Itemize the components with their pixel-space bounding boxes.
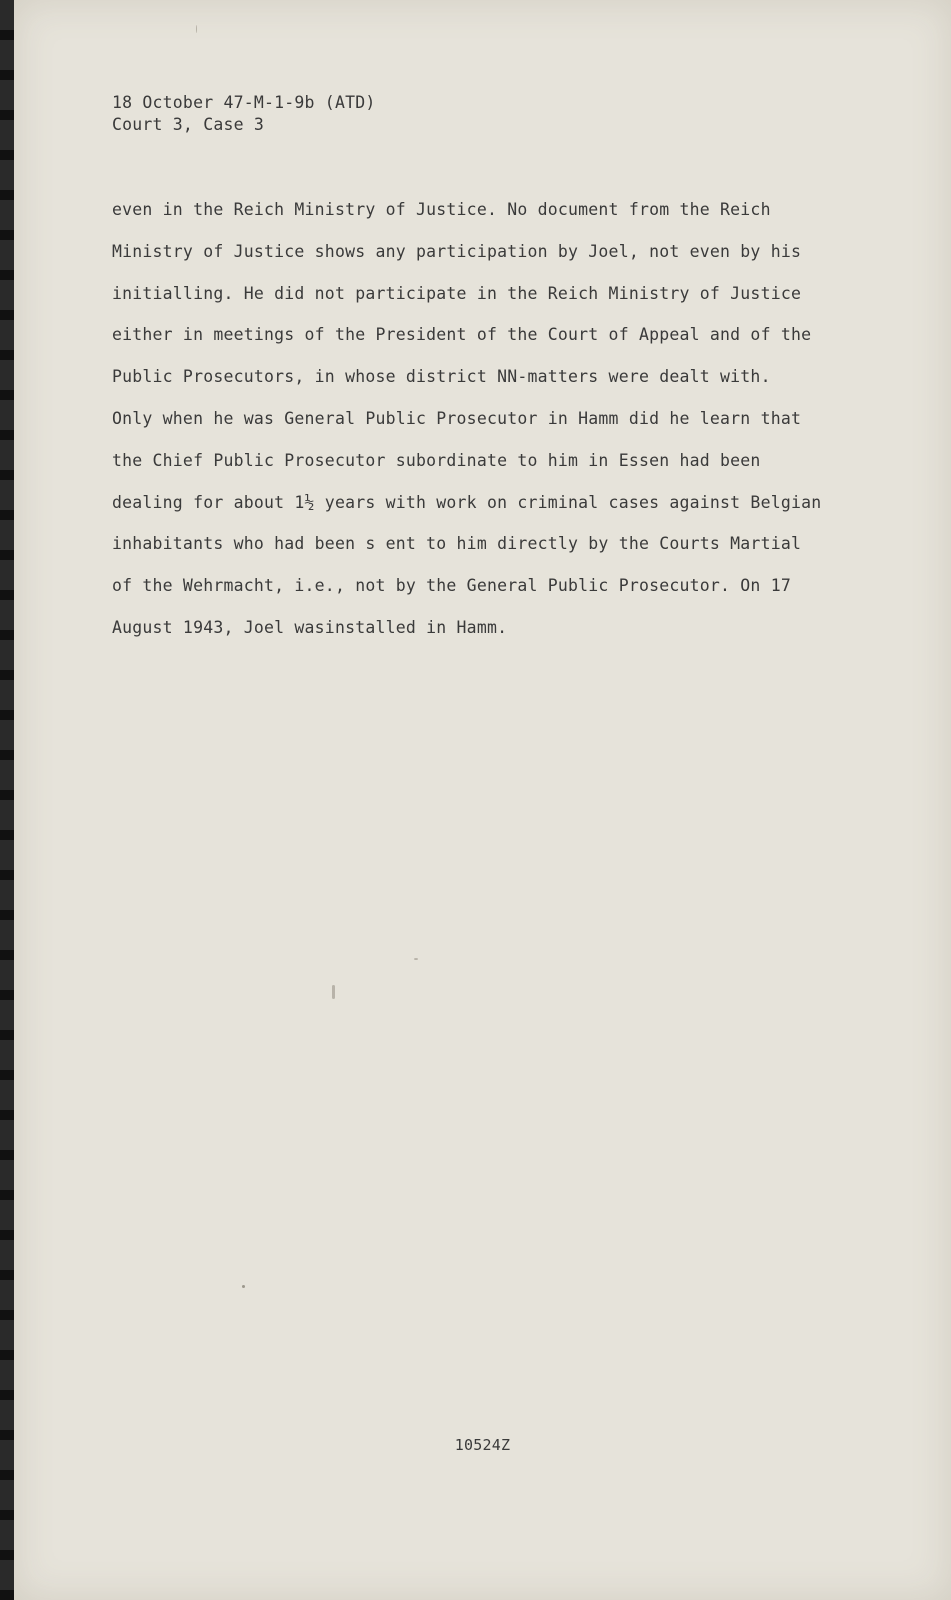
document-body	[112, 198, 872, 658]
body-line: Only when he was General Public Prosecutor in Hamm did he learn that	[112, 408, 802, 428]
body-line: of the Wehrmacht, i.e., not by the General Public Prosecutor. On 17	[112, 576, 791, 596]
body-line: dealing for about 1½ years with work on criminal cases against Belgian	[112, 492, 822, 512]
body-line: Public Prosecutors, in whose district NN-matters were dealt with.	[112, 367, 771, 387]
document-header	[112, 92, 375, 136]
body-line: initialling. He did not participate in the Reich Ministry of Justice	[112, 283, 802, 303]
document-page	[14, 0, 951, 1600]
paper-speck	[414, 958, 418, 960]
paper-speck	[242, 1285, 245, 1288]
body-line: either in meetings of the President of the Court of Appeal and of the	[112, 325, 812, 345]
body-line: inhabitants who had been s ent to him directly by the Courts Martial	[112, 534, 802, 554]
body-line: even in the Reich Ministry of Justice. No document from the Reich	[112, 200, 771, 219]
page-number: 10524Z	[454, 1436, 511, 1454]
body-line: Ministry of Justice shows any participation by Joel, not even by his	[112, 241, 802, 261]
header-court-case: Court 3, Case 3	[112, 115, 265, 134]
header-date-reference: 18 October 47-M-1-9b (ATD)	[112, 93, 376, 112]
body-line: the Chief Public Prosecutor subordinate to him in Essen had been	[112, 450, 761, 470]
body-line: August 1943, Joel wasinstalled in Hamm.	[112, 617, 508, 637]
paper-speck	[196, 25, 197, 33]
binding-edge	[0, 0, 14, 1600]
paper-speck	[332, 985, 335, 999]
